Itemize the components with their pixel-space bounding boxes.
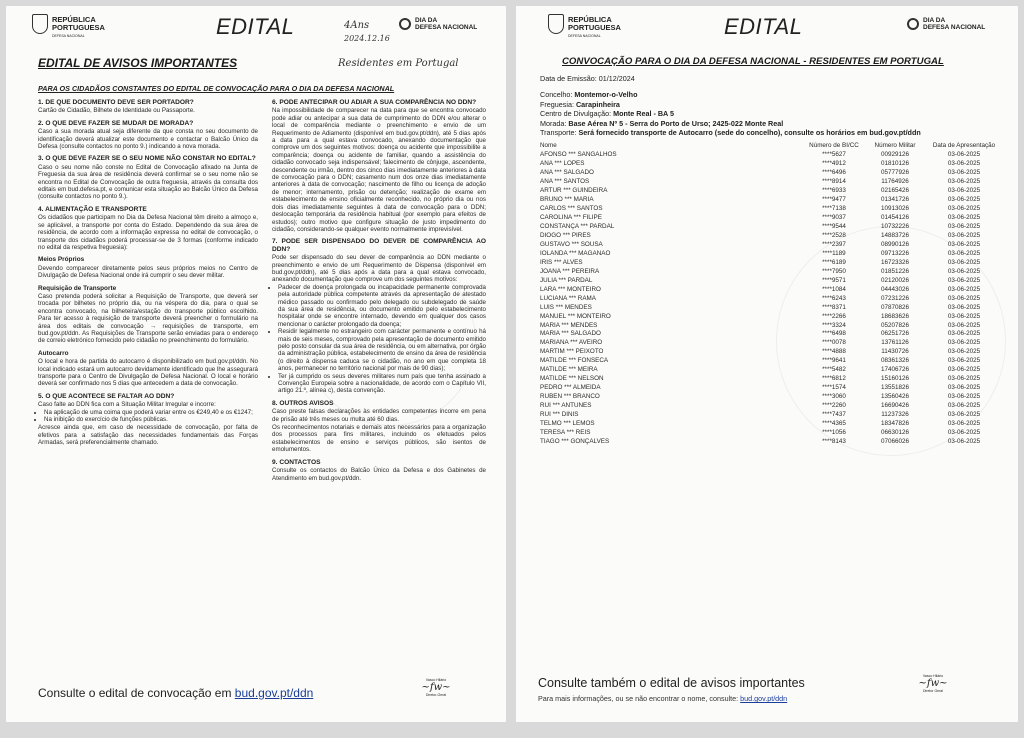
cell-bi: ****2397 [822, 240, 846, 248]
table-row [540, 268, 1000, 277]
table-row [540, 357, 1000, 366]
cell-bi: ****6496 [822, 169, 846, 177]
cell-date: 03-06-2025 [947, 339, 981, 347]
transporte-label: Transporte: [540, 128, 579, 137]
cell-date: 03-06-2025 [947, 366, 981, 374]
cell-militar: 11430726 [881, 348, 909, 356]
cell-militar: 13551826 [880, 384, 910, 392]
table-row [540, 286, 1000, 295]
avisos-document-page [6, 6, 506, 722]
cell-name: ANA *** LOPES [540, 160, 585, 168]
ddn-logo-icon [399, 18, 411, 30]
table-row [540, 277, 1000, 286]
column-header-militar: Número Militar [874, 142, 916, 149]
autocarro-text: O local e hora de partida do autocarro é disponibilizado em bud.gov.pt/ddn. No local indicado estará um autocarro devidamente identificado que lhe assegurará transporte para o Centro de Divulgação de Defesa Nacional. O local e horário deverá ser confirmado nos 5 dias que antecedem a data de convocação. [38, 358, 258, 388]
cell-bi: ****1056 [822, 428, 846, 436]
table-row [540, 429, 1000, 438]
convocados-table [540, 143, 1000, 447]
cell-date: 03-06-2025 [947, 303, 981, 311]
brand-line2: PORTUGUESA [52, 23, 105, 32]
cell-militar: 10732226 [880, 223, 910, 231]
cell-bi: ****9571 [822, 276, 846, 284]
cell-bi: ****6812 [822, 375, 846, 383]
cell-name: TERESA *** REIS [540, 428, 591, 436]
left-footer-link[interactable]: bud.gov.pt/ddn [234, 686, 314, 700]
column-header-data: Data de Apresentação [932, 142, 996, 149]
cell-militar: 11237326 [881, 411, 909, 419]
cell-militar: 09713226 [880, 249, 910, 257]
table-row [540, 169, 1000, 178]
section-9-text: Consulte os contactos do Balcão Único da Defesa e dos Gabinetes de Atendimento em bud.gov.pt/ddn. [272, 467, 486, 482]
cell-date: 03-06-2025 [947, 240, 981, 248]
cell-name: MATILDE *** FONSECA [540, 357, 609, 365]
republic-logo-text [568, 16, 621, 40]
cell-militar: 08361326 [880, 357, 910, 365]
cell-date: 03-06-2025 [947, 258, 981, 266]
left-signature-scrawl-icon: ~fw~ [421, 682, 451, 693]
brand-line1: REPÚBLICA [52, 15, 96, 24]
table-row [540, 196, 1000, 205]
cell-name: JOANA *** PEREIRA [540, 267, 600, 275]
cell-name: CONSTANÇA *** PARDAL [540, 223, 615, 231]
handwritten-note-line1: 4Ans [344, 20, 370, 31]
cell-name: MARTIM *** PEIXOTO [540, 348, 604, 356]
cell-name: LUCIANA *** RAMA [540, 294, 596, 302]
cell-name: MANUEL *** MONTEIRO [540, 312, 611, 320]
right-signature-name: Vasco Hilário [922, 674, 944, 678]
cell-name: MATILDE *** NELSON [540, 375, 604, 383]
left-footer [38, 686, 313, 700]
concelho-label: Concelho: [540, 90, 575, 99]
cell-date: 03-06-2025 [947, 294, 981, 302]
cell-name: ARTUR *** GUINDEIRA [540, 187, 608, 195]
cell-bi: ****2266 [822, 312, 846, 320]
cell-date: 03-06-2025 [947, 357, 981, 365]
cell-bi: ****4365 [822, 420, 846, 427]
section-5-text: Caso falte ao DDN fica com a Situação Militar Irregular e incorre: [38, 401, 216, 409]
table-row [540, 232, 1000, 241]
section-6-title: 6. PODE ANTECIPAR OU ADIAR A SUA COMPARÊNCIA NO DDN? [272, 99, 477, 106]
cell-name: TELMO *** LEMOS [540, 420, 595, 427]
section-8-text2: Os reconhecimentos notariais e demais atos necessários para a organização dos processos para fins militares, incluindo os efetuados pelos estabelecimentos de ensino e serviços públicos, são isentos de emolumentos. [272, 424, 486, 454]
brand-line2: PORTUGUESA [568, 23, 621, 32]
cell-date: 03-06-2025 [947, 267, 981, 275]
section-1-text: Cartão de Cidadão, Bilhete de Identidade ou Passaporte. [38, 107, 195, 115]
cell-militar: 01810126 [880, 160, 910, 168]
cell-date: 03-06-2025 [947, 160, 981, 168]
cell-name: MARIANA *** AVEIRO [540, 339, 603, 347]
cell-militar: 01851226 [880, 267, 910, 275]
table-row [540, 402, 1000, 411]
cell-name: CARLOS *** SANTOS [540, 205, 603, 213]
handwritten-note-line2: 2024.12.16 [344, 34, 390, 43]
cell-militar: 02120026 [880, 276, 910, 284]
cell-militar: 01341726 [880, 196, 910, 204]
cell-bi: ****9641 [822, 357, 846, 365]
cell-bi: ****9037 [822, 214, 846, 222]
section-3-title: 3. O QUE DEVE FAZER SE O SEU NOME NÃO CONSTAR NO EDITAL? [38, 155, 256, 163]
ddn-line1: DIA DA [415, 17, 438, 24]
cell-name: AFONSO *** SANGALHOS [540, 151, 617, 159]
section-5-bullet-1: • Na aplicação de uma coima que poderá variar entre os €249,40 e os €1247; [44, 409, 258, 416]
cell-name: MATILDE *** MEIRA [540, 366, 598, 374]
emission-date-line [540, 74, 635, 84]
cell-militar: 11764926 [881, 178, 909, 186]
section-1-title: 1. DE QUE DOCUMENTO DEVE SER PORTADOR? [38, 99, 194, 106]
table-row [540, 160, 1000, 169]
republic-crest-icon [548, 14, 564, 34]
section-7-text: Pode ser dispensado do seu dever de comparência ao DDN mediante o preenchimento e envio de um Requerimento de Dispensa (disponível em bud.gov.pt/ddn), até 5 dias após a data para a qual estava convocado, anexando documentação que comprove um dos seguintes motivos: [272, 254, 486, 284]
table-body [540, 151, 1000, 446]
cell-date: 03-06-2025 [947, 231, 981, 239]
cell-militar: 00929126 [880, 151, 910, 159]
table-row [540, 330, 1000, 339]
cell-name: LARA *** MONTEIRO [540, 285, 601, 293]
cell-militar: 05777926 [880, 169, 910, 177]
cell-date: 03-06-2025 [947, 348, 981, 356]
cell-bi: ****4912 [822, 160, 846, 168]
cell-militar: 07066026 [880, 437, 910, 445]
cell-militar: 18683626 [880, 312, 910, 320]
ddn-logo-icon [907, 18, 919, 30]
table-row [540, 375, 1000, 384]
cell-militar: 06630126 [880, 428, 910, 436]
ddn-line2: DEFESA NACIONAL [415, 24, 478, 31]
morada-value: Base Aérea Nº 5 - Serra do Porto de Urso; 2425-022 Monte Real [568, 118, 784, 128]
transporte-value: Será fornecido transporte de Autocarro (sede do concelho), consulte os horários em bud.gov.pt/ddn [578, 128, 921, 137]
cell-date: 03-06-2025 [947, 330, 981, 338]
cell-bi: ****3324 [822, 321, 846, 329]
table-row [540, 393, 1000, 402]
column-header-bi: Número de BI/CC [809, 142, 859, 149]
right-signature-role: Diretor Geral [922, 689, 944, 693]
cell-bi: ****8143 [822, 437, 846, 445]
table-row [540, 295, 1000, 304]
cell-name: MARIA *** MENDES [540, 321, 598, 329]
cell-name: IOLANDA *** MAGANAO [540, 249, 611, 257]
cell-militar: 14883726 [880, 231, 910, 239]
cell-date: 03-06-2025 [947, 375, 981, 383]
cell-date: 03-06-2025 [947, 169, 981, 177]
table-row [540, 339, 1000, 348]
cell-bi: ****9544 [822, 223, 846, 231]
section-8-text: Caso preste falsas declarações às entidades competentes incorre em pena de prisão até três meses ou multa até 60 dias. [272, 408, 486, 423]
ddn-logo-text [415, 17, 477, 31]
freguesia-value: Carapinheira [575, 99, 620, 109]
left-footer-text: Consulte o edital de convocação em [38, 686, 235, 700]
cell-bi: ****9477 [822, 196, 846, 204]
cell-date: 03-06-2025 [947, 312, 981, 320]
cell-name: RUBEN *** BRANCO [540, 393, 600, 401]
emission-label: Data de Emissão: [540, 74, 599, 83]
cell-bi: ****2260 [822, 402, 846, 410]
cell-bi: ****6189 [822, 258, 846, 266]
cell-name: IRIS *** ALVES [540, 258, 583, 266]
morada-label: Morada: [540, 118, 569, 128]
right-footer-link[interactable]: bud.gov.pt/ddn [740, 694, 788, 703]
cell-militar: 01454126 [880, 214, 910, 222]
cell-militar: 18347826 [880, 420, 910, 427]
convocation-subtitle: CONVOCAÇÃO PARA O DIA DA DEFESA NACIONAL - RESIDENTES EM PORTUGAL [562, 56, 944, 67]
edital-heading: EDITAL [724, 14, 803, 39]
section-5-title: 5. O QUE ACONTECE SE FALTAR AO DDN? [38, 392, 175, 400]
republic-logo-text [52, 16, 105, 40]
cell-name: JULIA *** PARDAL [540, 276, 593, 284]
cell-militar: 05207826 [880, 321, 910, 329]
table-row [540, 322, 1000, 331]
cell-bi: ****6498 [822, 330, 846, 338]
document-subtitle: EDITAL DE AVISOS IMPORTANTES [38, 56, 238, 70]
cell-bi: ****0078 [822, 339, 846, 347]
cell-militar: 13761126 [881, 339, 909, 347]
table-row [540, 411, 1000, 420]
residentes-note: Residentes em Portugal [338, 58, 459, 69]
section-4-title: 4. ALIMENTAÇÃO E TRANSPORTE [38, 205, 147, 213]
cell-date: 03-06-2025 [947, 187, 981, 195]
cell-militar: 07870826 [880, 303, 910, 311]
cell-bi: ****5482 [822, 366, 846, 374]
brand-line3: DEFESA NACIONAL [568, 34, 601, 38]
section-7-bullet-1: • Padecer de doença prolongada ou incapacidade permanente comprovada pela autoridade pública competente através da apresentação de atestado médico passado ou confirmado pelo delegado ou subdelegado de saúde da sua área de residência, ou documento emitido pelo estabelecimento hospitalar onde se encontre internado, devendo em qualquer dos casos mencionar o carácter prolongado da doença; [278, 284, 486, 328]
cell-name: ANA *** SALGADO [540, 169, 594, 177]
cell-militar: 16723326 [880, 258, 910, 266]
cell-date: 03-06-2025 [947, 285, 981, 293]
emission-date: 01/12/2024 [598, 74, 635, 83]
location-info [540, 90, 1010, 138]
cell-bi: ****1574 [822, 384, 846, 392]
cell-name: RUI *** DINIS [540, 411, 579, 419]
right-footer-title: Consulte também o edital de avisos importantes [538, 676, 805, 690]
table-row [540, 348, 1000, 357]
cell-date: 03-06-2025 [947, 321, 981, 329]
right-footer-text: Para mais informações, ou se não encontrar o nome, consulte: [538, 694, 741, 703]
cell-militar: 07231226 [880, 294, 910, 302]
table-row [540, 384, 1000, 393]
cell-bi: ****1189 [822, 249, 846, 257]
ddn-logo-text [923, 17, 985, 31]
meios-proprios-title: Meios Próprios [38, 256, 85, 264]
ddn-line2: DEFESA NACIONAL [923, 24, 986, 31]
cell-militar: 10913026 [880, 205, 910, 213]
section-6-text: Na impossibilidade de comparecer na data para que se encontra convocado pode adiar ou antecipar a sua data de cumprimento do DDN e/ou alterar o local de comparência mediante o preenchimento e envio de um Requerimento de Adiamento (disponível em bud.gov.pt/ddn), até 5 dias após a data para a qual estava convocado, anexando documentação que comprove um dos seguintes motivos: doença ou acidente que impossibilite a comparência; doença ou acidente de familiar, quando a assistência do cidadão convocado seja indispensável; falecimento de cônjuge, ascendente, descendente ou irmão, dentro dos cinco dias imediatamente anteriores à data de convocação para o DDN; casamento num dos onze dias imediatamente anteriores à data de convocação; nascimento de filho ou licença de adoção de menor; internamento, prisão ou detenção; realização de exame em estabelecimento de ensino oficialmente reconhecido, no próprio dia ou nos dois dias imediatamente seguintes à data de convocação para o DDN; deslocação temporária da residência habitual (por exemplo para efeitos de estudos); outro motivo que configure situação de justo impedimento do cidadão, considerando-se qualquer evento normalmente imprevisível. [272, 107, 486, 233]
cell-name: PEDRO *** ALMEIDA [540, 384, 601, 392]
right-signature [910, 674, 956, 693]
notices-column-1 [38, 94, 258, 447]
cell-bi: ****7437 [822, 411, 846, 419]
cell-bi: ****5627 [822, 151, 846, 159]
table-row [540, 250, 1000, 259]
table-row [540, 438, 1000, 447]
cell-bi: ****3060 [822, 393, 846, 401]
right-signature-scrawl-icon: ~fw~ [918, 678, 948, 689]
section-7-bullet-3: • Ter já cumprido os seus deveres militares num país que tenha assinado a Convenção Europeia sobre a nacionalidade, de acordo com o Capítulo VII, artigo 21.º, alínea c), desta convenção. [278, 373, 486, 395]
notices-column-2 [272, 94, 486, 482]
cell-date: 03-06-2025 [947, 393, 981, 401]
table-row [540, 313, 1000, 322]
section-9-title: 9. CONTACTOS [272, 458, 321, 466]
cell-name: LUIS *** MENDES [540, 303, 592, 311]
table-row [540, 187, 1000, 196]
concelho-value: Montemor-o-Velho [574, 90, 638, 99]
table-row [540, 241, 1000, 250]
section-7-bullet-2: • Residir legalmente no estrangeiro com carácter permanente e contínuo há mais de seis meses, comprovado pela apresentação de documento emitido pelo posto consular da sua área de residência, ou em alternativa, por órgão da administração pública, estabelecimento de ensino da área de residência (o direito à dispensa caduca se o cidadão, no ano em que completa 18 anos, permanecer no território nacional por mais de 90 dias); [278, 328, 486, 372]
autocarro-title: Autocarro [38, 349, 69, 357]
edital-heading: EDITAL [216, 14, 295, 39]
cell-bi: ****1084 [822, 285, 846, 293]
cell-bi: ****7138 [822, 205, 846, 213]
ddn-line1: DIA DA [923, 17, 946, 24]
brand-line3: DEFESA NACIONAL [52, 34, 85, 38]
cell-bi: ****4888 [822, 348, 846, 356]
table-row [540, 214, 1000, 223]
section-5-text2: Acresce ainda que, em caso de necessidade de convocação, por falta de efetivos para a satisfação das necessidades fundamentais das Forças Armadas, será preferencialmente chamado. [38, 424, 258, 447]
cell-date: 03-06-2025 [947, 276, 981, 284]
left-signature-name: Vasco Hilário [425, 678, 447, 682]
cell-name: MARIA *** SALGADO [540, 330, 601, 338]
column-header-name: Nome [540, 142, 557, 149]
cell-date: 03-06-2025 [947, 384, 981, 392]
requisicao-text: Caso pretenda poderá solicitar a Requisição de Transporte, que deverá ser trocada por bilhetes no próprio dia, ou na véspera do dia, para o qual se encontra convocado, na bilheteira/estação do transporte público escolhido. Para ter acesso à requisição de transporte deverá preencher o formulário na área dos editais de convocação → requisições de transporte, em bud.gov.pt/ddn. As Requisições de Transporte serão enviadas para o endereço de correio eletrónico fornecido pelo cidadão no preenchimento do formulário. [38, 292, 258, 345]
cell-date: 03-06-2025 [947, 249, 981, 257]
cell-militar: 06251726 [880, 330, 910, 338]
cell-bi: ****6243 [822, 294, 846, 302]
cell-date: 03-06-2025 [947, 223, 981, 231]
cell-date: 03-06-2025 [947, 151, 981, 159]
cell-date: 03-06-2025 [947, 437, 981, 445]
table-row [540, 178, 1000, 187]
cell-date: 03-06-2025 [947, 420, 981, 427]
table-row [540, 205, 1000, 214]
section-4-text: Os cidadãos que participam no Dia da Defesa Nacional têm direito a almoço e, se aplicável, a transporte por conta do Estado. Dependendo da sua área de residência, de acordo com a informação expressa no edital de convocação, o transporte dos cidadãos poderá processar-se de 3 formas (conforme indicado no edital da respetiva freguesia): [38, 214, 258, 251]
cell-name: TIAGO *** GONÇALVES [540, 437, 610, 445]
centro-label: Centro de Divulgação: [540, 109, 614, 118]
freguesia-label: Freguesia: [540, 99, 576, 109]
cell-bi: ****6933 [822, 187, 846, 195]
section-5-bullet-2: • Na inibição do exercício de funções públicas. [44, 416, 258, 423]
cell-date: 03-06-2025 [947, 411, 981, 419]
section-7-title: 7. PODE SER DISPENSADO DO DEVER DE COMPARÊNCIA AO DDN? [272, 238, 486, 253]
cell-militar: 17406726 [880, 366, 910, 374]
convocacao-document-page [516, 6, 1018, 722]
intro-heading: PARA OS CIDADÃOS CONSTANTES DO EDITAL DE CONVOCAÇÃO PARA O DIA DA DEFESA NACIONAL [38, 84, 395, 93]
cell-militar: 13560426 [880, 393, 910, 401]
cell-name: RUI *** ANTUNES [540, 402, 592, 410]
left-signature-role: Diretor-Geral [425, 693, 447, 697]
republic-crest-icon [32, 14, 48, 34]
section-8-title: 8. OUTROS AVISOS [272, 399, 334, 407]
cell-date: 03-06-2025 [947, 402, 981, 410]
section-2-title: 2. O QUE DEVE FAZER SE MUDAR DE MORADA? [38, 119, 194, 127]
cell-militar: 02165426 [880, 187, 910, 195]
cell-date: 03-06-2025 [947, 205, 981, 213]
cell-date: 03-06-2025 [947, 178, 981, 186]
brand-line1: REPÚBLICA [568, 15, 612, 24]
table-row [540, 259, 1000, 268]
cell-bi: ****7950 [822, 267, 846, 275]
centro-value: Monte Real - BA 5 [613, 109, 674, 118]
section-3-text: Caso o seu nome não conste no Edital de Convocação afixado na Junta de Freguesia da sua área de residência deverá confirmar se o seu nome não se encontra no Edital de Convocação de outra freguesia, através da consulta dos editais em bud.defesa.pt, e comunicar esta situação ao Balcão Único da Defesa (consulte contactos no ponto 9.). [38, 163, 258, 201]
cell-name: CAROLINA *** FILIPE [540, 214, 602, 222]
cell-militar: 15160126 [880, 375, 910, 383]
cell-militar: 16690426 [880, 402, 910, 410]
cell-bi: ****8371 [822, 303, 846, 311]
table-row [540, 420, 1000, 429]
cell-name: DIOGO *** PIRES [540, 231, 591, 239]
table-row [540, 151, 1000, 160]
table-row [540, 304, 1000, 313]
cell-date: 03-06-2025 [947, 214, 981, 222]
cell-militar: 04443026 [880, 285, 910, 293]
cell-bi: ****8914 [822, 178, 846, 186]
meios-proprios-text: Devendo comparecer diretamente pelos seus próprios meios no Centro de Divulgação de Defesa Nacional onde irá cumprir o seu dever militar. [38, 264, 258, 280]
requisicao-title: Requisição de Transporte [38, 284, 117, 292]
left-signature [414, 678, 458, 697]
cell-bi: ****2528 [822, 231, 846, 239]
cell-name: GUSTAVO *** SOUSA [540, 240, 603, 248]
cell-name: BRUNO *** MARIA [540, 196, 594, 204]
table-header-row [540, 143, 1000, 151]
section-2-text: Caso a sua morada atual seja diferente da que consta no seu documento de identificação deverá atualizar este documento e contactar o Balcão Único da Defesa (consulte contactos no ponto 9.) indicando a nova morada. [38, 128, 258, 151]
cell-militar: 08990126 [880, 240, 910, 248]
right-footer [538, 694, 787, 703]
table-row [540, 366, 1000, 375]
cell-date: 03-06-2025 [947, 428, 981, 436]
cell-name: ANA *** SANTOS [540, 178, 590, 186]
table-row [540, 223, 1000, 232]
cell-date: 03-06-2025 [947, 196, 981, 204]
